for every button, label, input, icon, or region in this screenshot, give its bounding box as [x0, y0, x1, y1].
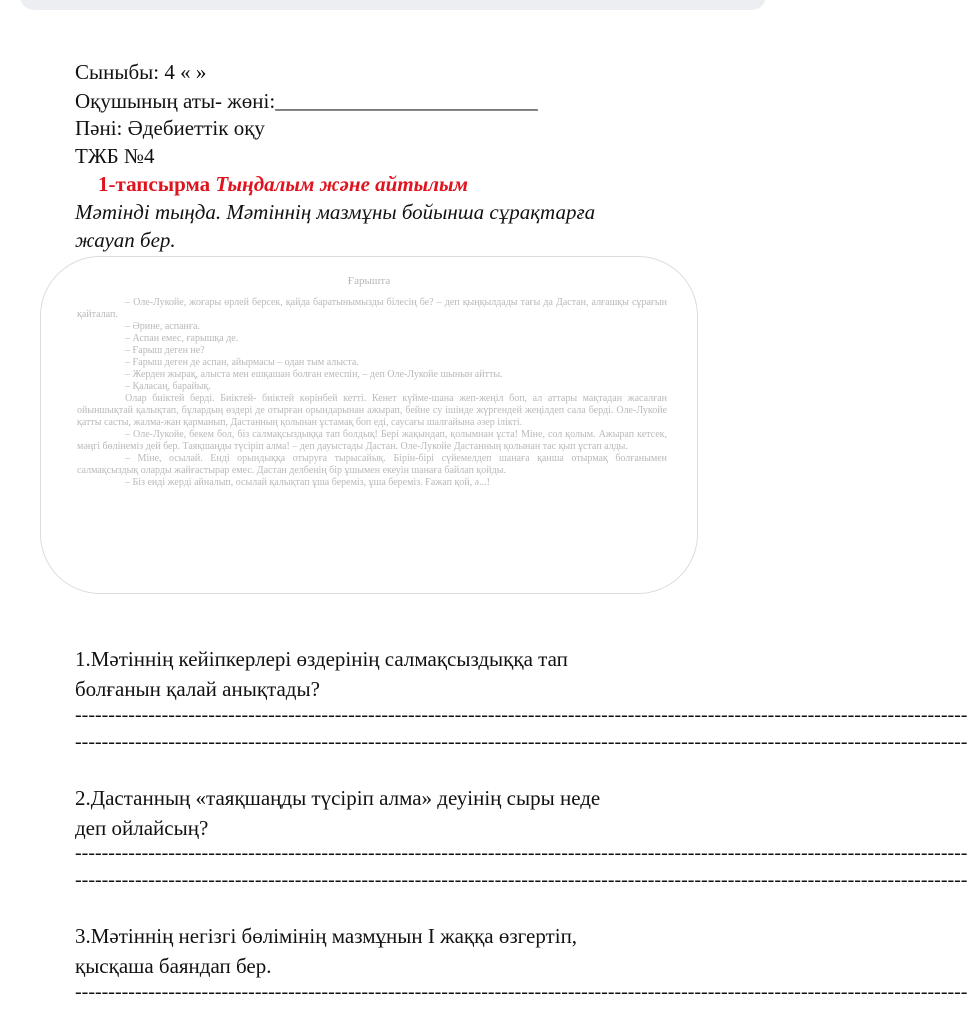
task-heading	[98, 170, 468, 198]
subject-label: Пәні: Әдебиеттік оқу	[75, 116, 265, 140]
answer-line-3a[interactable]: --------------------------------------------------------------------------------------------------------------------------------------	[75, 981, 967, 1003]
question-2	[75, 783, 715, 843]
passage-paragraph: – Ғарыш деген де аспан, айырмасы – одан тым алыста.	[125, 357, 359, 368]
passage-paragraph: – Аспан емес, ғарышқа де.	[125, 333, 239, 344]
passage-paragraph: – Біз енді жерді айналып, осылай қалықтап ұша береміз, ұша береміз. Ғажап қой, ә...!	[125, 477, 490, 488]
question-3-line1: 3.Мәтіннің негізгі бөлімінің мазмұнын І жаққа өзгертіп,	[75, 924, 578, 948]
passage-paragraph: – Міне, осылай. Енді орындыққа отыруға тырысайық. Бірін-бірі сүйемелдеп шанаға қанша отырмақ болғанымен салмақсыздық оларды жайғастырар емес. Дастан делбенің бір ұшымен екеуін шанаға байлап қойды.	[77, 453, 667, 476]
passage-paragraph: – Әрине, аспанға.	[125, 321, 200, 332]
question-1-line2: болғанын қалай анықтады?	[75, 677, 320, 701]
task-instruction-line2: жауап бер.	[75, 228, 176, 252]
passage-paragraph: – Қаласаң, барайық.	[125, 381, 211, 392]
passage-paragraph: – Оле-Лукойе, жоғары өрлей берсек, қайда баратынымызды білесің бе? – деп қыңқылдады тағы да Дастан, алғашқы сұрағын қайталап.	[77, 297, 667, 320]
task-instruction-line1: Мәтінді тыңда. Мәтіннің мазмұны бойынша сұрақтарға	[75, 200, 596, 224]
passage-title: Ғарышта	[347, 275, 391, 287]
question-2-line1: 2.Дастанның «таяқшаңды түсіріп алма» деуінің сыры неде	[75, 786, 601, 810]
question-3	[75, 921, 715, 981]
passage-body	[77, 297, 667, 489]
test-label: ТЖБ №4	[75, 144, 155, 168]
question-2-line2: деп ойлайсың?	[75, 816, 209, 840]
passage-paragraph: – Оле-Лукойе, бекем бол, біз салмақсыздыққа тап болдық! Бері жақындап, қолымнан ұста! Міне, сол қолым. Ажырап кетсек, мәңгі бөлінеміз дей бер. Таяқшаңды түсіріп алма! – деп дауыстады Дастан. Оле-Лукойе Дастанның қолынан тас қып ұстап алды.	[77, 429, 667, 452]
question-1	[75, 644, 715, 704]
passage-paragraph: – Ғарыш деген не?	[125, 345, 205, 356]
student-name-label: Оқушының аты- жөні:_________________________	[75, 89, 538, 113]
task-title: Тыңдалым және айтылым	[215, 172, 468, 196]
answer-line-1b[interactable]: --------------------------------------------------------------------------------------------------------------------------------------	[75, 731, 967, 753]
task-number: 1-тапсырма	[98, 172, 211, 196]
passage-box	[40, 256, 698, 594]
class-label: Сыныбы: 4 « »	[75, 60, 207, 84]
question-1-line1: 1.Мәтіннің кейіпкерлері өздерінің салмақсыздыққа тап	[75, 647, 568, 671]
answer-line-2a[interactable]: --------------------------------------------------------------------------------------------------------------------------------------	[75, 842, 967, 864]
passage-paragraph: Олар биіктей берді. Биіктей- биіктей көрінбей кетті. Кенет күйме-шана жеп-жеңіл боп, ал аттары мақтадан жасалған ойыншықтай қалықтап, бұлардың өздері де отырған орындарынан ажырап, бейне су ішінде жүргендей жеңілдеп сала берді. Оле-Лукойе қатты састы, жалма-жан қарманып, Дастанның қолынан ұстамақ боп еді, саусағы шалғайына әзер ілікті.	[77, 393, 667, 428]
question-3-line2: қысқаша баяндап бер.	[75, 954, 272, 978]
answer-line-1a[interactable]: --------------------------------------------------------------------------------------------------------------------------------------	[75, 704, 967, 726]
answer-line-2b[interactable]: --------------------------------------------------------------------------------------------------------------------------------------	[75, 869, 967, 891]
passage-paragraph: – Жерден жырақ, алыста мен ешқашан болған емеспін, – деп Оле-Лукойе шынын айтты.	[125, 369, 503, 380]
